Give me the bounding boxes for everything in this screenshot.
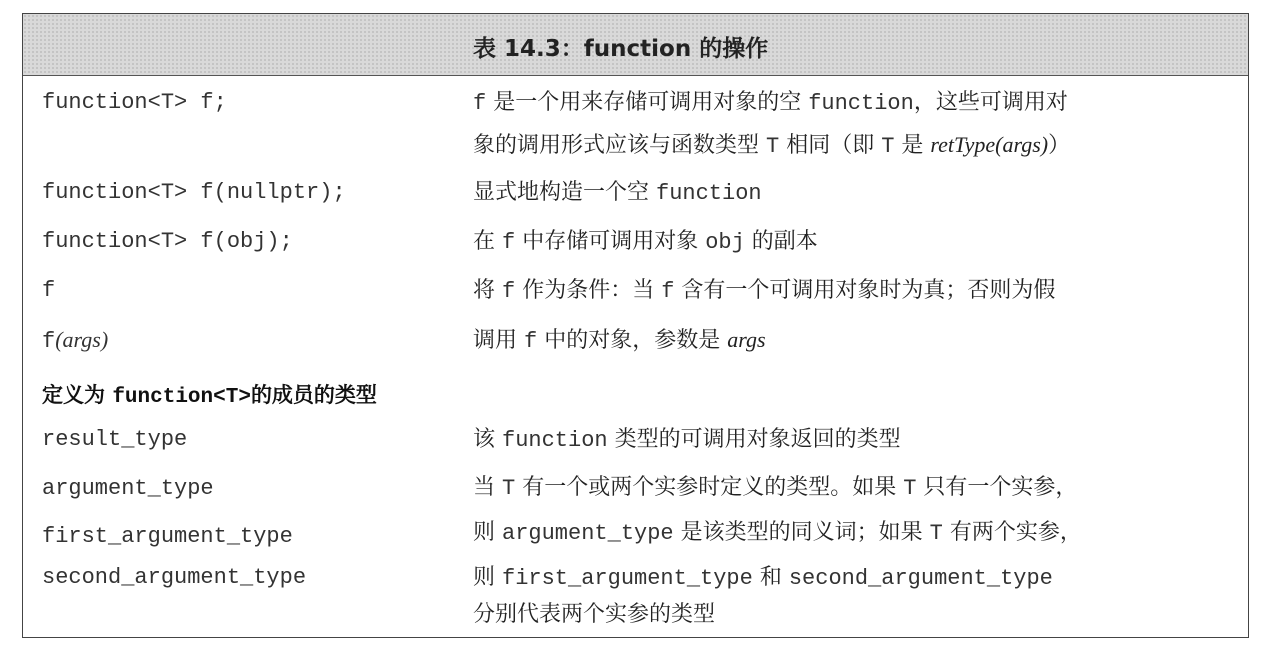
description-segment: 是 <box>894 133 931 158</box>
description-segment: 分别代表两个实参的类型 <box>473 602 716 627</box>
description-segment: f <box>502 230 516 255</box>
description-segment: function <box>808 91 914 116</box>
description-segment: 的副本 <box>744 229 818 254</box>
member-first-argument-type: first_argument_type <box>42 524 293 549</box>
row-3-signature: f <box>42 278 56 303</box>
description-segment: T <box>881 134 895 159</box>
row-4-description <box>473 325 766 357</box>
description-segment: T <box>502 476 516 501</box>
description-segment: 当 <box>473 475 502 500</box>
member-result-type: result_type <box>42 427 188 452</box>
row-3-description <box>473 276 1055 307</box>
description-segment: 在 <box>473 229 502 254</box>
description-segment: T <box>766 134 780 159</box>
member-args-description-line-4 <box>473 600 715 630</box>
description-segment: 类型的可调用对象返回的类型 <box>607 427 901 452</box>
description-segment: 有一个或两个实参时定义的类型。如果 <box>515 475 904 500</box>
member-types-heading-code: function<T> <box>112 386 251 409</box>
description-segment: 将 <box>473 278 502 303</box>
description-segment: 中的对象，参数是 <box>537 328 728 353</box>
member-types-heading-prefix: 定义为 <box>42 383 113 407</box>
description-segment: 作为条件：当 <box>515 278 662 303</box>
description-segment: 只有一个实参， <box>916 475 1078 500</box>
row-0-signature: function<T> f; <box>42 90 227 115</box>
row-4-signature-args: (args) <box>55 327 109 352</box>
description-segment: args <box>727 327 766 352</box>
description-segment: 象的调用形式应该与函数类型 <box>473 133 766 158</box>
row-2-signature: function<T> f(obj); <box>42 229 293 254</box>
row-0-description-line-1 <box>473 88 1068 119</box>
member-args-description-line-3 <box>473 563 1053 594</box>
description-segment: function <box>656 181 762 206</box>
member-second-argument-type: second_argument_type <box>42 565 307 590</box>
description-segment: 该 <box>473 427 502 452</box>
row-2-description <box>473 227 818 258</box>
description-segment: 含有一个可调用对象时为真；否则为假 <box>674 278 1056 303</box>
row-4-signature-code: f <box>42 329 56 354</box>
description-segment: 显式地构造一个空 <box>473 180 656 205</box>
description-segment: 和 <box>752 565 789 590</box>
description-segment: ，这些可调用对 <box>913 90 1068 115</box>
description-segment: T <box>929 521 943 546</box>
row-4-signature <box>42 325 108 357</box>
description-segment: second_argument_type <box>788 566 1053 591</box>
member-argument-type: argument_type <box>42 476 214 501</box>
description-segment: ） <box>1048 133 1071 158</box>
table-header <box>23 14 1248 76</box>
description-segment: 则 <box>473 520 502 545</box>
description-segment: f <box>502 279 516 304</box>
description-segment: first_argument_type <box>502 566 753 591</box>
member-result-type-description <box>473 425 901 456</box>
description-segment: f <box>661 279 675 304</box>
row-0-description-line-2 <box>473 130 1070 162</box>
description-segment: 有两个实参， <box>942 520 1082 545</box>
description-segment: f <box>524 329 538 354</box>
member-types-heading <box>42 380 377 413</box>
member-args-description-line-1 <box>473 473 1077 504</box>
description-segment: 则 <box>473 565 502 590</box>
description-segment: 是该类型的同义词；如果 <box>673 520 930 545</box>
table-title: 表 14.3：function 的操作 <box>473 36 769 62</box>
member-types-heading-suffix: 的成员的类型 <box>250 383 377 407</box>
row-1-signature: function<T> f(nullptr); <box>42 180 346 205</box>
description-segment: function <box>502 428 608 453</box>
description-segment: 中存储可调用对象 <box>515 229 706 254</box>
description-segment: argument_type <box>502 521 674 546</box>
description-segment: 是一个用来存储可调用对象的空 <box>486 90 809 115</box>
member-args-description-line-2 <box>473 518 1082 549</box>
description-segment: 调用 <box>473 328 524 353</box>
description-segment: 相同（即 <box>779 133 882 158</box>
description-segment: obj <box>705 230 745 255</box>
row-1-description <box>473 178 762 209</box>
description-segment: T <box>903 476 917 501</box>
function-operations-table <box>22 13 1249 638</box>
description-segment: retType(args) <box>930 132 1049 157</box>
description-segment: f <box>473 91 487 116</box>
